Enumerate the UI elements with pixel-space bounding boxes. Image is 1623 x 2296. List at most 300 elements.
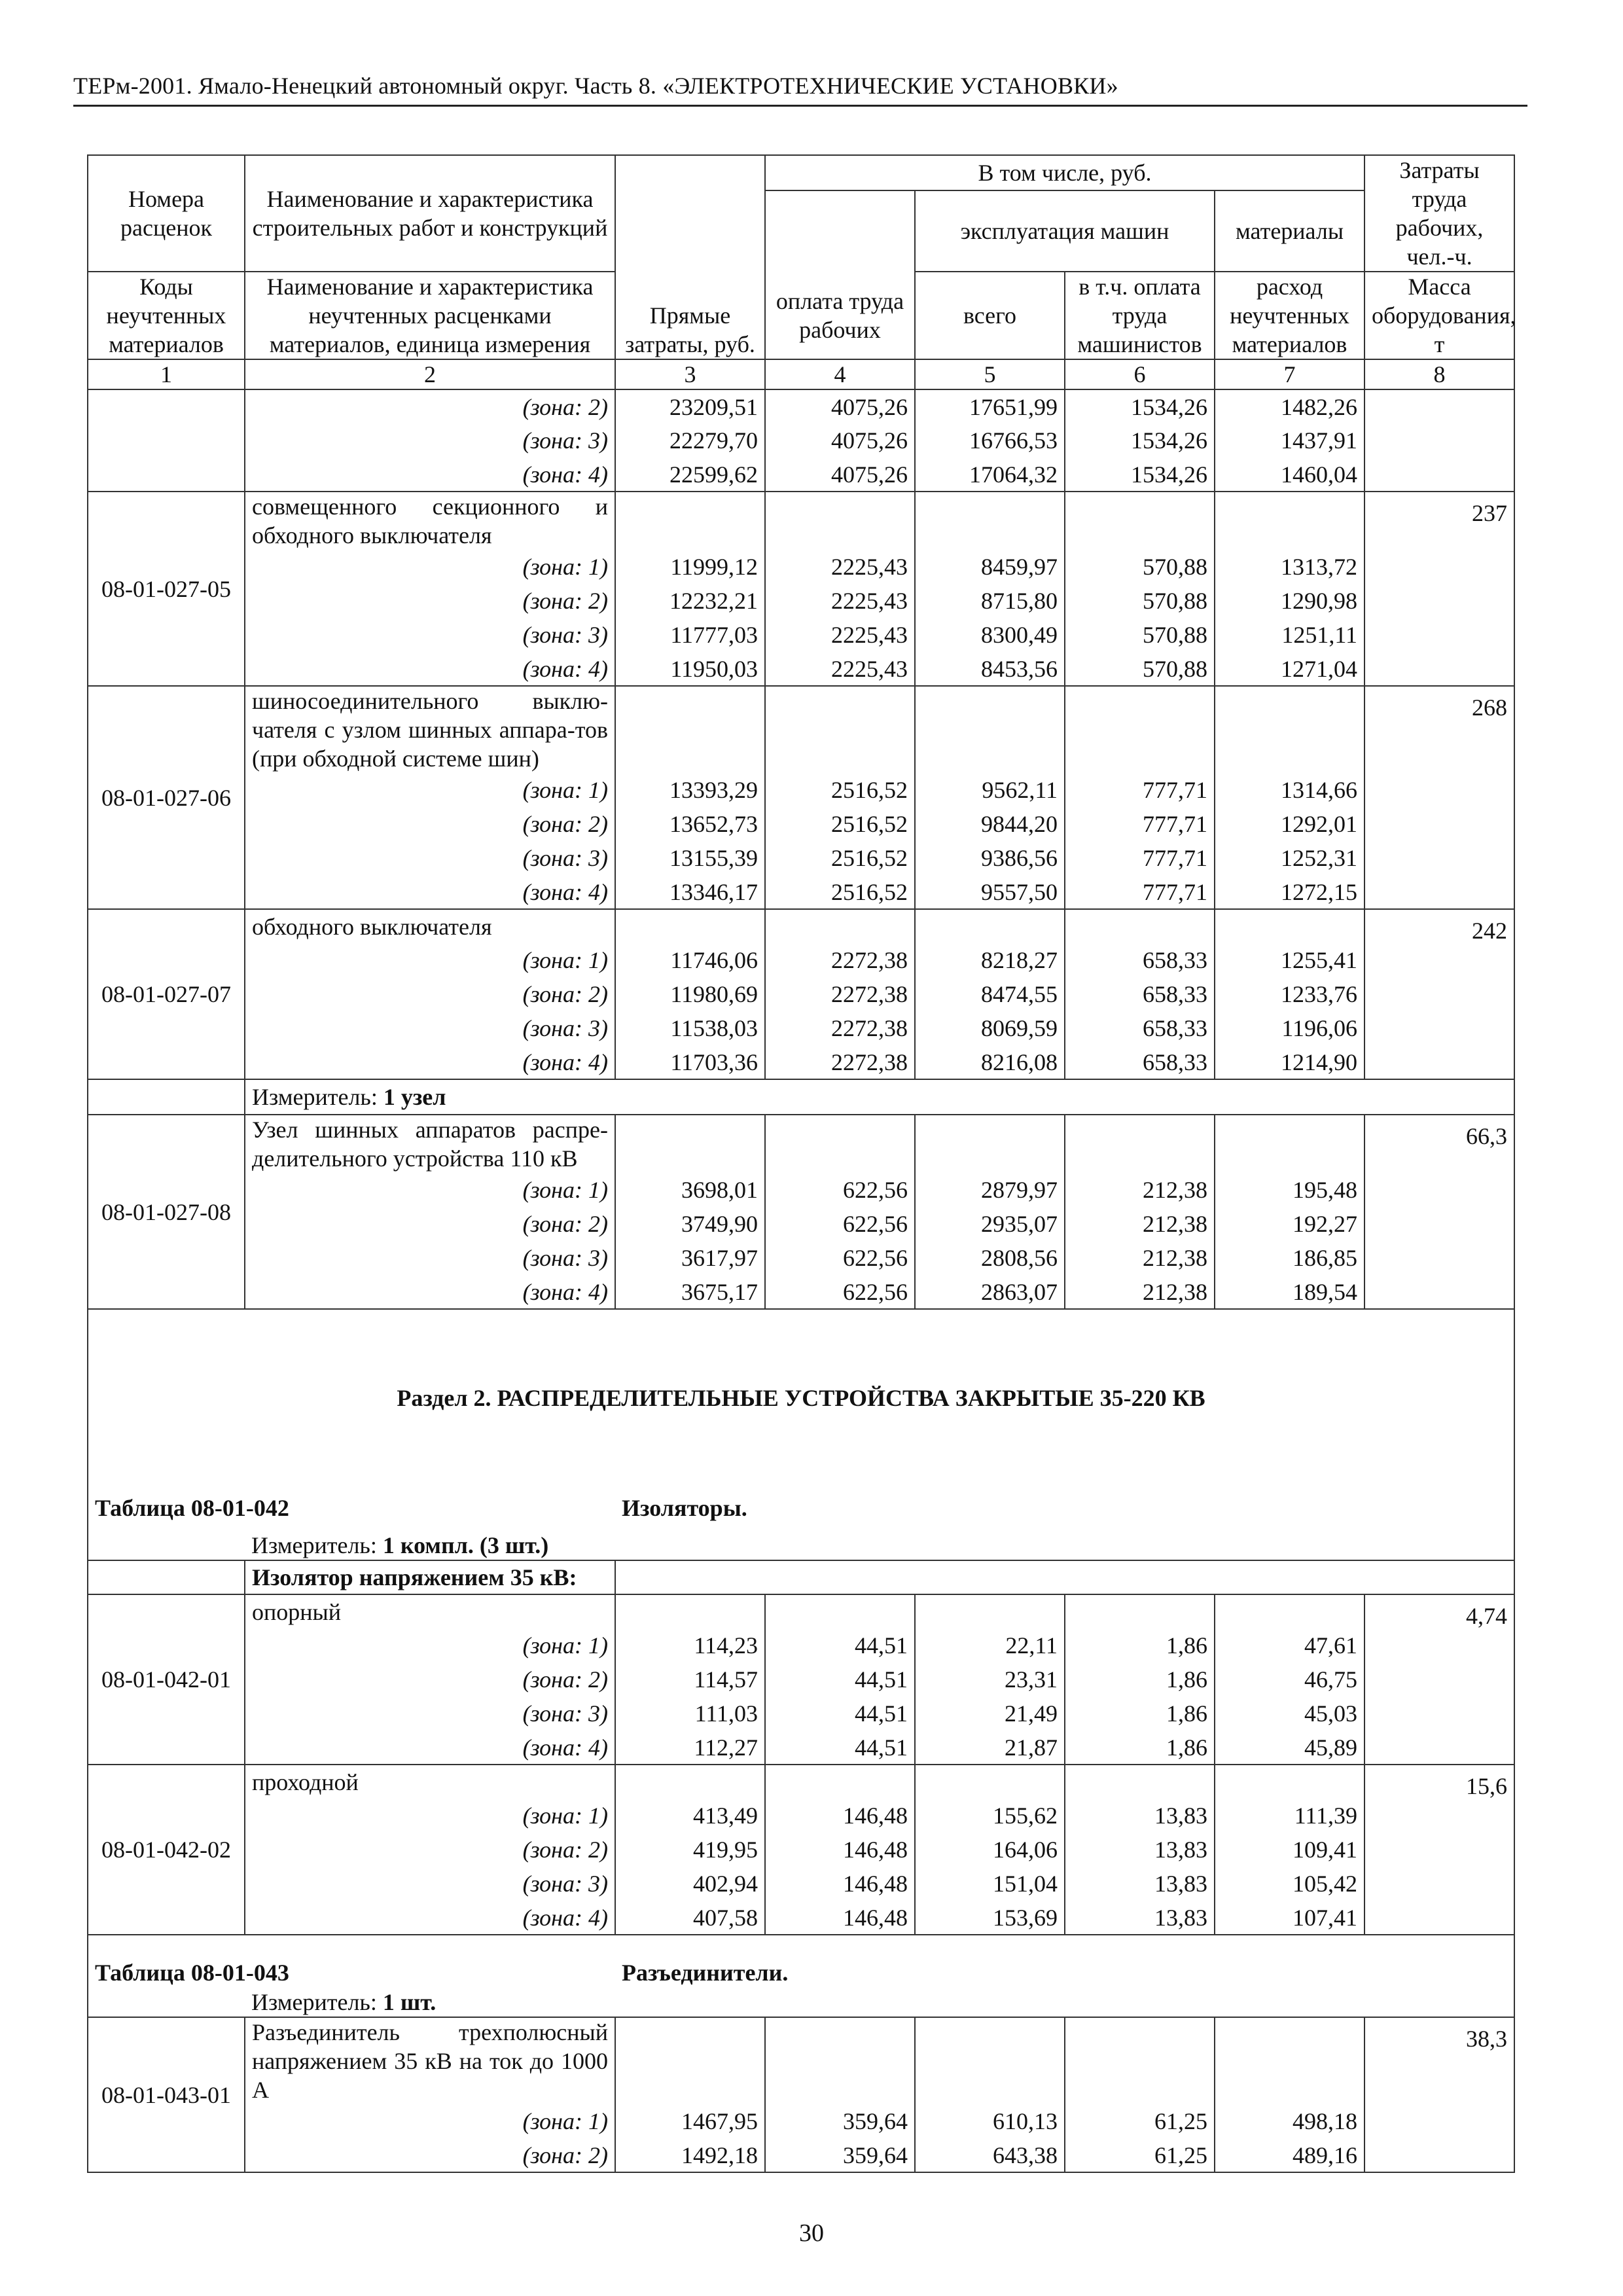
table-row bbox=[88, 1207, 1514, 1241]
labor-pay: 2272,38 bbox=[765, 943, 915, 977]
empty-cell bbox=[765, 1765, 915, 1799]
empty-cell bbox=[915, 2017, 1065, 2104]
machinist-pay: 570,88 bbox=[1065, 652, 1215, 686]
machines-total: 16766,53 bbox=[915, 423, 1065, 457]
empty-cell bbox=[615, 1594, 765, 1628]
direct-cost: 22279,70 bbox=[615, 423, 765, 457]
table-row bbox=[88, 389, 1514, 423]
materials-cost: 1313,72 bbox=[1215, 550, 1364, 584]
direct-cost: 11950,03 bbox=[615, 652, 765, 686]
table-row bbox=[88, 457, 1514, 492]
zone-label: (зона: 1) bbox=[245, 2104, 615, 2138]
table-row bbox=[88, 1867, 1514, 1901]
labor-cost: 268 bbox=[1364, 686, 1514, 909]
table-row bbox=[88, 909, 1514, 943]
machines-total: 8715,80 bbox=[915, 584, 1065, 618]
empty-cell bbox=[615, 909, 765, 943]
empty-cell bbox=[615, 1115, 765, 1173]
direct-cost: 11777,03 bbox=[615, 618, 765, 652]
empty-cell bbox=[1215, 2017, 1364, 2104]
zone-label: (зона: 2) bbox=[245, 1207, 615, 1241]
table-row bbox=[88, 1799, 1514, 1833]
materials-cost: 498,18 bbox=[1215, 2104, 1364, 2138]
work-name: совмещенного секционного и обходного выключателя bbox=[245, 492, 615, 550]
empty-cell bbox=[1215, 909, 1364, 943]
col4-top-empty bbox=[765, 190, 915, 272]
zone-label: (зона: 1) bbox=[245, 943, 615, 977]
labor-pay: 2272,38 bbox=[765, 977, 915, 1011]
machines-total: 17651,99 bbox=[915, 389, 1065, 423]
work-name: Разъединитель трехполюсный напряжением 35 кВ на ток до 1000 А bbox=[245, 2017, 615, 2104]
machines-total: 8218,27 bbox=[915, 943, 1065, 977]
table-title-row bbox=[88, 1486, 1514, 1530]
empty-cell bbox=[88, 1560, 245, 1594]
empty-cell bbox=[1065, 1115, 1215, 1173]
materials-cost: 195,48 bbox=[1215, 1173, 1364, 1207]
header-rule bbox=[73, 105, 1527, 107]
machines-total: 8474,55 bbox=[915, 977, 1065, 1011]
materials-cost: 192,27 bbox=[1215, 1207, 1364, 1241]
labor-pay: 4075,26 bbox=[765, 423, 915, 457]
zone-label: (зона: 4) bbox=[245, 457, 615, 492]
machines-total: 2879,97 bbox=[915, 1173, 1065, 1207]
measure-value: 1 узел bbox=[383, 1084, 446, 1110]
col1-header: Номера расценок bbox=[88, 155, 245, 272]
machinist-pay: 13,83 bbox=[1065, 1901, 1215, 1935]
labor-pay: 44,51 bbox=[765, 1628, 915, 1662]
machinist-pay: 1,86 bbox=[1065, 1628, 1215, 1662]
materials-cost: 489,16 bbox=[1215, 2138, 1364, 2172]
materials-cost: 1251,11 bbox=[1215, 618, 1364, 652]
machinist-pay: 570,88 bbox=[1065, 584, 1215, 618]
materials-cost: 1437,91 bbox=[1215, 423, 1364, 457]
empty-cell bbox=[1065, 1765, 1215, 1799]
machines-total: 8216,08 bbox=[915, 1045, 1065, 1079]
col6-header: в т.ч. оплата труда машинистов bbox=[1065, 272, 1215, 359]
empty-cell bbox=[1065, 2017, 1215, 2104]
table-row bbox=[88, 1241, 1514, 1275]
materials-cost: 111,39 bbox=[1215, 1799, 1364, 1833]
machinist-pay: 658,33 bbox=[1065, 1045, 1215, 1079]
direct-cost: 11538,03 bbox=[615, 1011, 765, 1045]
empty-cell bbox=[915, 1765, 1065, 1799]
table-row bbox=[88, 492, 1514, 550]
zone-label: (зона: 2) bbox=[245, 2138, 615, 2172]
rate-code: 08-01-027-08 bbox=[88, 1115, 245, 1309]
machines-total: 8453,56 bbox=[915, 652, 1065, 686]
machines-total: 8069,59 bbox=[915, 1011, 1065, 1045]
empty-cell bbox=[1065, 492, 1215, 550]
zone-label: (зона: 3) bbox=[245, 1241, 615, 1275]
measure-row bbox=[88, 1987, 1514, 2017]
col5-header: всего bbox=[915, 272, 1065, 359]
machinist-pay: 777,71 bbox=[1065, 875, 1215, 909]
labor-pay: 146,48 bbox=[765, 1799, 915, 1833]
work-name: Узел шинных аппаратов распре-делительного устройства 110 кВ bbox=[245, 1115, 615, 1173]
empty-cell bbox=[615, 2017, 765, 2104]
rate-code: 08-01-027-05 bbox=[88, 492, 245, 686]
materials-cost: 46,75 bbox=[1215, 1662, 1364, 1696]
machinist-pay: 1534,26 bbox=[1065, 423, 1215, 457]
labor-pay: 2516,52 bbox=[765, 807, 915, 841]
materials-cost: 1292,01 bbox=[1215, 807, 1364, 841]
labor-pay: 622,56 bbox=[765, 1275, 915, 1309]
labor-pay: 622,56 bbox=[765, 1241, 915, 1275]
measure-row bbox=[88, 1079, 1514, 1115]
col-number: 3 bbox=[615, 359, 765, 389]
labor-pay: 622,56 bbox=[765, 1207, 915, 1241]
table-row bbox=[88, 652, 1514, 686]
zone-label: (зона: 2) bbox=[245, 807, 615, 841]
direct-cost: 419,95 bbox=[615, 1833, 765, 1867]
labor-pay: 44,51 bbox=[765, 1731, 915, 1765]
materials-cost: 1233,76 bbox=[1215, 977, 1364, 1011]
materials-cost: 109,41 bbox=[1215, 1833, 1364, 1867]
rate-code: 08-01-027-07 bbox=[88, 909, 245, 1079]
table-row bbox=[88, 1696, 1514, 1731]
materials-cost: 1272,15 bbox=[1215, 875, 1364, 909]
machinist-pay: 777,71 bbox=[1065, 841, 1215, 875]
empty-cell bbox=[915, 909, 1065, 943]
direct-cost: 12232,21 bbox=[615, 584, 765, 618]
table-row bbox=[88, 875, 1514, 909]
materials-cost: 1460,04 bbox=[1215, 457, 1364, 492]
empty-cell bbox=[88, 1987, 245, 2017]
measure-label: Измеритель: bbox=[251, 1532, 377, 1558]
direct-cost: 413,49 bbox=[615, 1799, 765, 1833]
work-name: проходной bbox=[245, 1765, 615, 1799]
col-number: 2 bbox=[245, 359, 615, 389]
table-row bbox=[88, 943, 1514, 977]
labor-pay: 4075,26 bbox=[765, 389, 915, 423]
direct-cost: 114,57 bbox=[615, 1662, 765, 1696]
table-row bbox=[88, 1173, 1514, 1207]
machines-total: 2935,07 bbox=[915, 1207, 1065, 1241]
measure-value: 1 компл. (3 шт.) bbox=[382, 1532, 549, 1558]
materials-cost: 47,61 bbox=[1215, 1628, 1364, 1662]
table-row bbox=[88, 550, 1514, 584]
col-number: 4 bbox=[765, 359, 915, 389]
machines-total: 9844,20 bbox=[915, 807, 1065, 841]
code-cell bbox=[88, 389, 245, 492]
zone-label: (зона: 4) bbox=[245, 1901, 615, 1935]
table-title: Таблица 08-01-043 bbox=[88, 1935, 615, 1987]
labor-pay: 2272,38 bbox=[765, 1011, 915, 1045]
measure-cell bbox=[245, 1987, 1514, 2017]
machinist-pay: 13,83 bbox=[1065, 1799, 1215, 1833]
group-row bbox=[88, 1560, 1514, 1594]
work-name: обходного выключателя bbox=[245, 909, 615, 943]
rates-body bbox=[88, 389, 1514, 2172]
machinist-pay: 658,33 bbox=[1065, 943, 1215, 977]
col-number: 6 bbox=[1065, 359, 1215, 389]
machines-total: 17064,32 bbox=[915, 457, 1065, 492]
table-row bbox=[88, 423, 1514, 457]
zone-label: (зона: 4) bbox=[245, 1275, 615, 1309]
machinist-pay: 212,38 bbox=[1065, 1207, 1215, 1241]
machines-total: 151,04 bbox=[915, 1867, 1065, 1901]
empty-cell bbox=[1065, 1594, 1215, 1628]
empty-cell bbox=[1065, 909, 1215, 943]
rate-code: 08-01-042-01 bbox=[88, 1594, 245, 1765]
table-row bbox=[88, 2138, 1514, 2172]
empty-cell bbox=[765, 492, 915, 550]
machines-total: 22,11 bbox=[915, 1628, 1065, 1662]
zone-label: (зона: 2) bbox=[245, 977, 615, 1011]
labor-pay: 2516,52 bbox=[765, 841, 915, 875]
materials-cost: 105,42 bbox=[1215, 1867, 1364, 1901]
machines-total: 155,62 bbox=[915, 1799, 1065, 1833]
empty-cell bbox=[765, 2017, 915, 2104]
measure-cell bbox=[245, 1079, 1514, 1115]
measure-value: 1 шт. bbox=[382, 1988, 437, 2015]
machinist-pay: 658,33 bbox=[1065, 977, 1215, 1011]
col1-subheader: Коды неучтенных материалов bbox=[88, 272, 245, 359]
machines-total: 23,31 bbox=[915, 1662, 1065, 1696]
table-row bbox=[88, 584, 1514, 618]
machines-total: 9557,50 bbox=[915, 875, 1065, 909]
machines-total: 9386,56 bbox=[915, 841, 1065, 875]
col-number: 1 bbox=[88, 359, 245, 389]
empty-cell bbox=[765, 909, 915, 943]
section-title: Раздел 2. РАСПРЕДЕЛИТЕЛЬНЫЕ УСТРОЙСТВА ЗАКРЫТЫЕ 35-220 КВ bbox=[88, 1309, 1514, 1486]
direct-cost: 3675,17 bbox=[615, 1275, 765, 1309]
machinist-pay: 61,25 bbox=[1065, 2138, 1215, 2172]
materials-cost: 1271,04 bbox=[1215, 652, 1364, 686]
labor-cost: 4,74 bbox=[1364, 1594, 1514, 1765]
machines-total: 153,69 bbox=[915, 1901, 1065, 1935]
measure-label: Измеритель: bbox=[251, 1988, 377, 2015]
direct-cost: 402,94 bbox=[615, 1867, 765, 1901]
measure-row bbox=[88, 1530, 1514, 1560]
machines-total: 9562,11 bbox=[915, 773, 1065, 807]
machinist-pay: 212,38 bbox=[1065, 1173, 1215, 1207]
empty-cell bbox=[915, 1594, 1065, 1628]
labor-pay: 2225,43 bbox=[765, 550, 915, 584]
table-row bbox=[88, 1594, 1514, 1628]
direct-cost: 11980,69 bbox=[615, 977, 765, 1011]
labor-cell bbox=[1364, 389, 1514, 492]
machinist-pay: 212,38 bbox=[1065, 1275, 1215, 1309]
zone-label: (зона: 4) bbox=[245, 1731, 615, 1765]
materials-cost: 1314,66 bbox=[1215, 773, 1364, 807]
table-row bbox=[88, 1901, 1514, 1935]
materials-cost: 45,03 bbox=[1215, 1696, 1364, 1731]
table-row bbox=[88, 977, 1514, 1011]
table-row bbox=[88, 1011, 1514, 1045]
machines-total: 643,38 bbox=[915, 2138, 1065, 2172]
zone-label: (зона: 3) bbox=[245, 841, 615, 875]
labor-pay: 146,48 bbox=[765, 1867, 915, 1901]
labor-cost: 237 bbox=[1364, 492, 1514, 686]
direct-cost: 22599,62 bbox=[615, 457, 765, 492]
materials-header: материалы bbox=[1215, 190, 1364, 272]
direct-cost: 1467,95 bbox=[615, 2104, 765, 2138]
empty-cell bbox=[1215, 1115, 1364, 1173]
direct-cost: 13346,17 bbox=[615, 875, 765, 909]
col-number: 5 bbox=[915, 359, 1065, 389]
zone-label: (зона: 1) bbox=[245, 1173, 615, 1207]
empty-cell bbox=[765, 1115, 915, 1173]
rate-code: 08-01-027-06 bbox=[88, 686, 245, 909]
including-header: В том числе, руб. bbox=[765, 155, 1364, 190]
labor-pay: 44,51 bbox=[765, 1696, 915, 1731]
table-row bbox=[88, 2104, 1514, 2138]
col8-header: Затраты труда рабочих, чел.-ч. bbox=[1364, 155, 1514, 272]
rate-code: 08-01-042-02 bbox=[88, 1765, 245, 1935]
empty-cell bbox=[1215, 1594, 1364, 1628]
zone-label: (зона: 1) bbox=[245, 1799, 615, 1833]
col7-header: расход неучтенных материалов bbox=[1215, 272, 1364, 359]
machinist-pay: 1,86 bbox=[1065, 1662, 1215, 1696]
empty-cell bbox=[1215, 686, 1364, 773]
machinist-pay: 61,25 bbox=[1065, 2104, 1215, 2138]
machinist-pay: 777,71 bbox=[1065, 807, 1215, 841]
zone-label: (зона: 3) bbox=[245, 618, 615, 652]
zone-label: (зона: 1) bbox=[245, 550, 615, 584]
labor-pay: 2516,52 bbox=[765, 773, 915, 807]
direct-cost: 11999,12 bbox=[615, 550, 765, 584]
section-row bbox=[88, 1309, 1514, 1486]
empty-cell bbox=[765, 686, 915, 773]
machines-total: 8459,97 bbox=[915, 550, 1065, 584]
materials-cost: 107,41 bbox=[1215, 1901, 1364, 1935]
table-title: Таблица 08-01-042 bbox=[88, 1486, 615, 1530]
machinist-pay: 1534,26 bbox=[1065, 457, 1215, 492]
zone-label: (зона: 3) bbox=[245, 1011, 615, 1045]
labor-pay: 146,48 bbox=[765, 1901, 915, 1935]
col-number: 8 bbox=[1364, 359, 1514, 389]
materials-cost: 1482,26 bbox=[1215, 389, 1364, 423]
machinist-pay: 13,83 bbox=[1065, 1867, 1215, 1901]
machines-total: 164,06 bbox=[915, 1833, 1065, 1867]
labor-pay: 622,56 bbox=[765, 1173, 915, 1207]
empty-cell bbox=[915, 1115, 1065, 1173]
col3-header: Прямые затраты, руб. bbox=[615, 155, 765, 359]
empty-cell bbox=[915, 686, 1065, 773]
table-row bbox=[88, 1115, 1514, 1173]
table-row bbox=[88, 1628, 1514, 1662]
zone-label: (зона: 1) bbox=[245, 1628, 615, 1662]
zone-label: (зона: 2) bbox=[245, 1662, 615, 1696]
machines-total: 2863,07 bbox=[915, 1275, 1065, 1309]
labor-pay: 2272,38 bbox=[765, 1045, 915, 1079]
measure-label: Измеритель: bbox=[252, 1084, 378, 1110]
materials-cost: 1196,06 bbox=[1215, 1011, 1364, 1045]
labor-cost: 242 bbox=[1364, 909, 1514, 1079]
machines-total: 21,87 bbox=[915, 1731, 1065, 1765]
column-numbers-row bbox=[88, 359, 1514, 389]
direct-cost: 407,58 bbox=[615, 1901, 765, 1935]
labor-pay: 2225,43 bbox=[765, 584, 915, 618]
labor-pay: 44,51 bbox=[765, 1662, 915, 1696]
zone-label: (зона: 3) bbox=[245, 1696, 615, 1731]
machinist-pay: 570,88 bbox=[1065, 618, 1215, 652]
machinist-pay: 1,86 bbox=[1065, 1696, 1215, 1731]
table-row bbox=[88, 618, 1514, 652]
table-row bbox=[88, 1662, 1514, 1696]
direct-cost: 13652,73 bbox=[615, 807, 765, 841]
direct-cost: 3749,90 bbox=[615, 1207, 765, 1241]
empty-cell bbox=[765, 1594, 915, 1628]
direct-cost: 11703,36 bbox=[615, 1045, 765, 1079]
empty-cell bbox=[915, 492, 1065, 550]
empty-cell bbox=[615, 1765, 765, 1799]
table-row bbox=[88, 1833, 1514, 1867]
table-title-row bbox=[88, 1935, 1514, 1987]
machinist-pay: 658,33 bbox=[1065, 1011, 1215, 1045]
labor-cost: 38,3 bbox=[1364, 2017, 1514, 2172]
labor-pay: 2516,52 bbox=[765, 875, 915, 909]
labor-pay: 146,48 bbox=[765, 1833, 915, 1867]
table-row bbox=[88, 841, 1514, 875]
materials-cost: 1255,41 bbox=[1215, 943, 1364, 977]
direct-cost: 112,27 bbox=[615, 1731, 765, 1765]
table-row bbox=[88, 807, 1514, 841]
direct-cost: 13155,39 bbox=[615, 841, 765, 875]
zone-label: (зона: 2) bbox=[245, 1833, 615, 1867]
empty-cell bbox=[88, 1530, 245, 1560]
table-row bbox=[88, 1765, 1514, 1799]
zone-label: (зона: 3) bbox=[245, 423, 615, 457]
rate-code: 08-01-043-01 bbox=[88, 2017, 245, 2172]
labor-cost: 66,3 bbox=[1364, 1115, 1514, 1309]
table-name: Изоляторы. bbox=[615, 1486, 1514, 1530]
empty-cell bbox=[1065, 686, 1215, 773]
group-label: Изолятор напряжением 35 кВ: bbox=[245, 1560, 615, 1594]
direct-cost: 3617,97 bbox=[615, 1241, 765, 1275]
col2-subheader: Наименование и характеристика неучтенных расценками материалов, единица измерения bbox=[245, 272, 615, 359]
materials-cost: 45,89 bbox=[1215, 1731, 1364, 1765]
col-number: 7 bbox=[1215, 359, 1364, 389]
direct-cost: 13393,29 bbox=[615, 773, 765, 807]
rates-table bbox=[87, 154, 1515, 2173]
direct-cost: 114,23 bbox=[615, 1628, 765, 1662]
direct-cost: 1492,18 bbox=[615, 2138, 765, 2172]
machinist-pay: 212,38 bbox=[1065, 1241, 1215, 1275]
zone-label: (зона: 4) bbox=[245, 1045, 615, 1079]
measure-cell bbox=[245, 1530, 1514, 1560]
empty-cell bbox=[615, 686, 765, 773]
materials-cost: 189,54 bbox=[1215, 1275, 1364, 1309]
machinist-pay: 1534,26 bbox=[1065, 389, 1215, 423]
materials-cost: 1252,31 bbox=[1215, 841, 1364, 875]
zone-label: (зона: 1) bbox=[245, 773, 615, 807]
materials-cost: 1290,98 bbox=[1215, 584, 1364, 618]
machines-total: 2808,56 bbox=[915, 1241, 1065, 1275]
labor-pay: 2225,43 bbox=[765, 652, 915, 686]
table-row bbox=[88, 2017, 1514, 2104]
materials-cost: 186,85 bbox=[1215, 1241, 1364, 1275]
labor-pay: 4075,26 bbox=[765, 457, 915, 492]
direct-cost: 23209,51 bbox=[615, 389, 765, 423]
machinist-pay: 13,83 bbox=[1065, 1833, 1215, 1867]
zone-label: (зона: 4) bbox=[245, 652, 615, 686]
page-number: 30 bbox=[799, 2219, 824, 2247]
empty-cell bbox=[615, 1560, 1514, 1594]
direct-cost: 111,03 bbox=[615, 1696, 765, 1731]
table-row bbox=[88, 686, 1514, 773]
machines-header: эксплуатация машин bbox=[915, 190, 1215, 272]
table-row bbox=[88, 1731, 1514, 1765]
machines-total: 8300,49 bbox=[915, 618, 1065, 652]
zone-label: (зона: 4) bbox=[245, 875, 615, 909]
machines-total: 21,49 bbox=[915, 1696, 1065, 1731]
machinist-pay: 570,88 bbox=[1065, 550, 1215, 584]
empty-cell bbox=[1215, 1765, 1364, 1799]
table-row bbox=[88, 1275, 1514, 1309]
materials-cost: 1214,90 bbox=[1215, 1045, 1364, 1079]
